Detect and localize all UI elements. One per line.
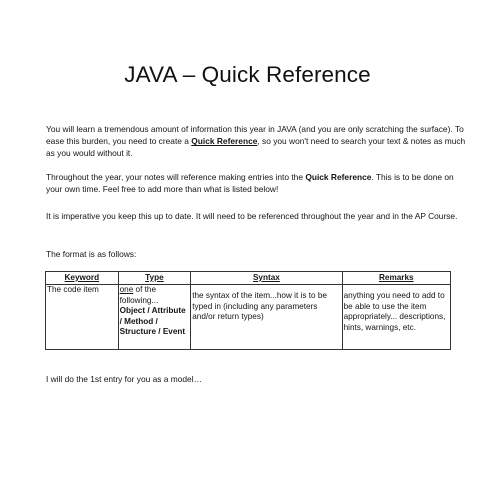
- format-label: The format is as follows:: [46, 249, 137, 259]
- cell-keyword: The code item: [46, 285, 119, 350]
- quick-reference-bold: Quick Reference: [305, 172, 372, 182]
- table-header-row: [46, 272, 451, 285]
- table-row: [46, 285, 451, 350]
- throughout-text-start: Throughout the year, your notes will reference making entries into the: [46, 172, 306, 182]
- cell-remarks: anything you need to add to be able to use the item appropriately... descriptions, hints, warnings, etc.: [342, 285, 450, 350]
- quick-reference-emphasis: Quick Reference: [191, 136, 258, 147]
- cell-syntax: the syntax of the item...how it is to be typed in (including any parameters and/or return types): [191, 285, 342, 350]
- intro-text-end: , so you won't need to search your text & notes as much as you would without it.: [46, 136, 466, 159]
- format-table: [45, 271, 451, 350]
- header-type: Type: [118, 272, 191, 285]
- cell-type: [118, 285, 191, 350]
- imperative-paragraph: It is imperative you keep this up to date. It will need to be referenced throughout the year and in the AP Course.: [46, 211, 458, 221]
- type-following: of the following...: [119, 285, 159, 305]
- intro-paragraph: [46, 123, 466, 160]
- model-note: I will do the 1st entry for you as a model…: [46, 374, 202, 384]
- throughout-text-end: . This is to be done on your own time. Feel free to add more than what is listed below!: [46, 172, 454, 195]
- type-list: Object / Attribute / Method / Structure / Event: [119, 306, 186, 337]
- header-remarks: Remarks: [342, 272, 450, 285]
- intro-text-start: You will learn a tremendous amount of information this year in JAVA (and you are only scratching the surface). To ease this burden, you need to create a: [46, 124, 464, 147]
- type-one: one: [119, 285, 134, 294]
- header-syntax: Syntax: [191, 272, 342, 285]
- throughout-paragraph: [46, 171, 466, 195]
- page-title: JAVA – Quick Reference: [124, 62, 371, 87]
- header-keyword: Keyword: [46, 272, 119, 285]
